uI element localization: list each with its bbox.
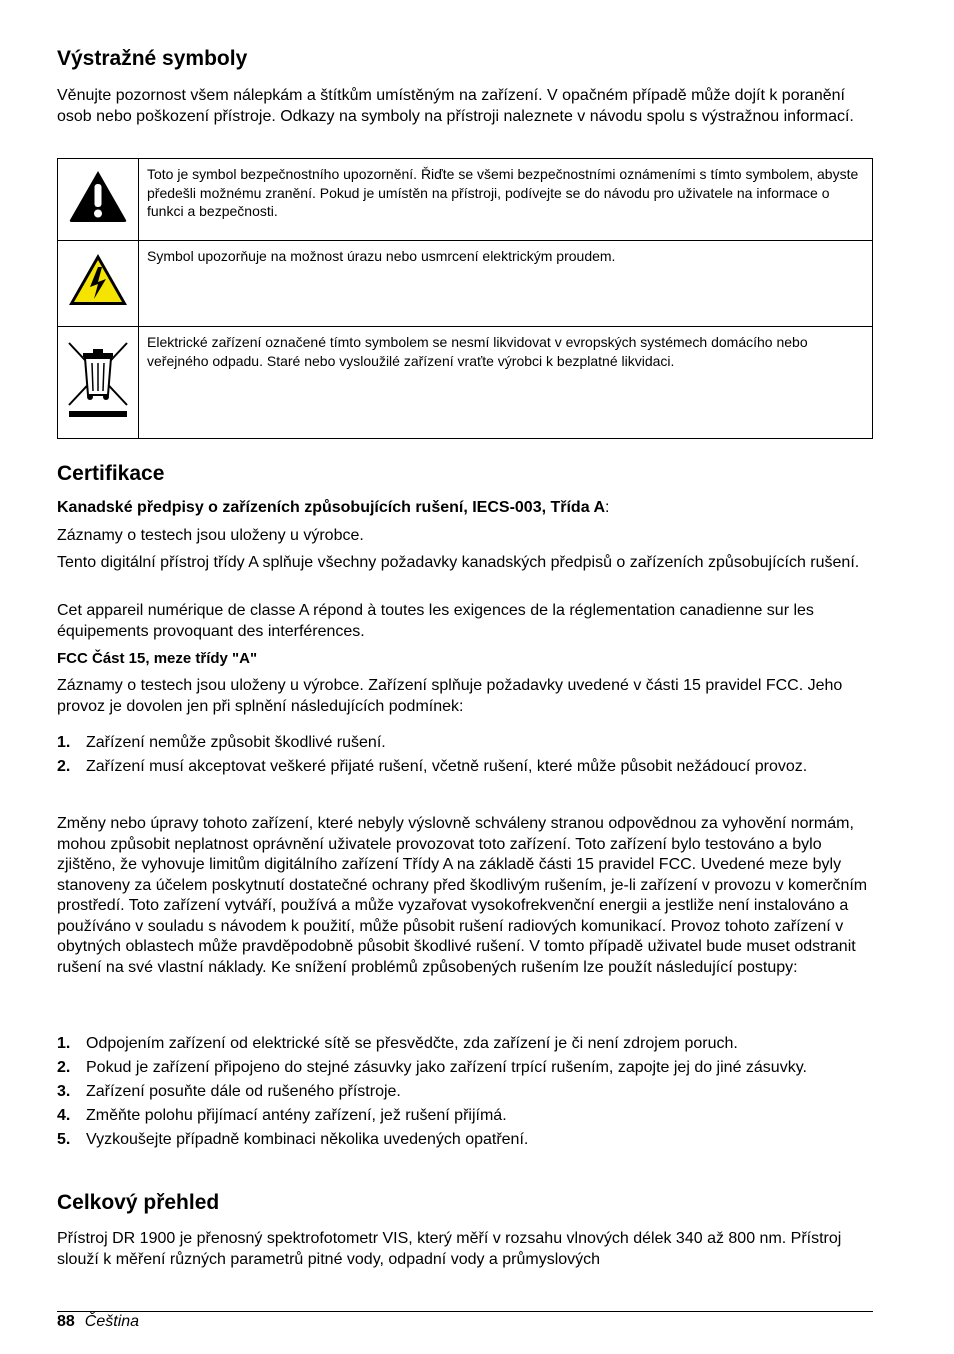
list-item bbox=[57, 1130, 873, 1151]
list-text: Vyzkoušejte případně kombinaci několika uvedených opatření. bbox=[86, 1131, 529, 1148]
footer-divider bbox=[57, 1311, 873, 1312]
overview-paragraph: Přístroj DR 1900 je přenosný spektrofotometr VIS, který měří v rozsahu vlnových délek 340 až 800 nm. Přístroj slouží k měření různých parametrů pitné vody, odpadní vody a průmyslových bbox=[57, 1230, 842, 1268]
list-item bbox=[57, 1082, 873, 1103]
page-number: 88 bbox=[57, 1313, 75, 1330]
canada-title-text: Kanadské předpisy o zařízeních způsobujících rušení, IECS-003, Třída A bbox=[57, 499, 605, 516]
list-text: Zařízení posuňte dále od rušeného přístroje. bbox=[86, 1083, 401, 1100]
fcc-conditions-list bbox=[57, 733, 873, 781]
list-item bbox=[57, 1106, 873, 1127]
list-item bbox=[57, 1058, 873, 1079]
footer-language: Čeština bbox=[84, 1313, 140, 1330]
fcc-modifications-paragraph: Změny nebo úpravy tohoto zařízení, které nebyly výslovně schváleny stranou odpovědnou za vyhovění normám, mohou způsobit neplatnost oprávnění uživatele provozovat toto zařízení. Toto zařízení bylo testováno a bylo zjištěno, že vyhovuje limitům digitálního zařízení Třídy A na základě části 15 pravidel FCC. Uvedené meze byly stanoveny za účelem poskytnutí dostatečné ochrany před škodlivým rušením, je-li zařízení v provozu v komerčním prostředí. Toto zařízení vytváří, používá a může vyzařovat vysokofrekvenční energii a jestliže není instalováno a používáno v souladu s návodem k použití, může působit rušení radiových komunikací. Provoz tohoto zařízení v obytných oblastech může pravděpodobně působit škodlivé rušení. V tomto případě uživatel bude muset odstranit rušení na své vlastní náklady. Ke snížení problémů způsobených rušením lze použít následující postupy: bbox=[57, 815, 868, 976]
list-text: Zařízení musí akceptovat veškeré přijaté rušení, včetně rušení, které může působit nežádoucí provoz. bbox=[86, 758, 808, 775]
list-number: 4. bbox=[57, 1107, 71, 1124]
page-footer bbox=[57, 1312, 139, 1333]
interference-steps-list bbox=[57, 1034, 873, 1154]
canada-title-colon: : bbox=[605, 499, 610, 516]
list-item bbox=[57, 733, 873, 754]
list-text: Pokud je zařízení připojeno do stejné zásuvky jako zařízení trpící rušením, zapojte jej do jiné zásuvky. bbox=[86, 1059, 807, 1076]
list-text: Zařízení nemůže způsobit škodlivé rušení. bbox=[86, 734, 386, 751]
symbol-description: Toto je symbol bezpečnostního upozornění. Řiďte se všemi bezpečnostními oznámeními s tímto symbolem, abyste předešli možnému zranění. Pokud je umístěn na přístroji, podívejte se do návodu pro uživatele na informace o funkci a bezpečnosti. bbox=[139, 159, 873, 241]
list-number: 2. bbox=[57, 758, 71, 775]
canada-regulation-title bbox=[57, 498, 873, 519]
list-text: Odpojením zařízení od elektrické sítě se přesvědčte, zda zařízení je či není zdrojem poruch. bbox=[86, 1035, 738, 1052]
section-heading-certification: Certifikace bbox=[57, 462, 165, 485]
section-heading-overview: Celkový přehled bbox=[57, 1191, 220, 1214]
symbol-row bbox=[58, 241, 873, 327]
fcc-title: FCC Část 15, meze třídy "A" bbox=[57, 650, 258, 667]
symbol-row bbox=[58, 327, 873, 439]
list-item bbox=[57, 1034, 873, 1055]
section-heading-warning-symbols: Výstražné symboly bbox=[57, 47, 248, 70]
list-number: 2. bbox=[57, 1059, 71, 1076]
list-text: Změňte polohu přijímací antény zařízení, jež rušení přijímá. bbox=[86, 1107, 507, 1124]
list-item bbox=[57, 757, 873, 778]
french-compliance-paragraph: Cet appareil numérique de classe A répond à toutes les exigences de la réglementation canadienne sur les équipements provoquant des interférences. bbox=[57, 602, 814, 640]
list-number: 1. bbox=[57, 1035, 71, 1052]
symbol-row bbox=[58, 159, 873, 241]
crossed-out-bin-icon bbox=[58, 327, 139, 439]
symbols-table bbox=[57, 158, 873, 439]
warning-triangle-icon bbox=[58, 159, 139, 241]
fcc-paragraph: Záznamy o testech jsou uloženy u výrobce. Zařízení splňuje požadavky uvedené v části 15 pravidel FCC. Jeho provoz je dovolen jen při splnění následujících podmínek: bbox=[57, 677, 843, 715]
symbol-description: Elektrické zařízení označené tímto symbolem se nesmí likvidovat v evropských systémech domácího nebo veřejného odpadu. Staré nebo vysloužilé zařízení vraťte výrobci k bezplatné likvidaci. bbox=[139, 327, 873, 439]
class-a-compliance-paragraph: Tento digitální přístroj třídy A splňuje všechny požadavky kanadských předpisů o zařízeních způsobujících rušení. bbox=[57, 554, 860, 571]
electrical-hazard-icon bbox=[58, 241, 139, 327]
warning-intro-paragraph: Věnujte pozornost všem nálepkám a štítkům umístěným na zařízení. V opačném případě může dojít k poranění osob nebo poškození přístroje. Odkazy na symboly na přístroji naleznete v návodu spolu s výstražnou informací. bbox=[57, 87, 854, 125]
test-records-paragraph: Záznamy o testech jsou uloženy u výrobce. bbox=[57, 527, 364, 544]
list-number: 1. bbox=[57, 734, 71, 751]
list-number: 3. bbox=[57, 1083, 71, 1100]
list-number: 5. bbox=[57, 1131, 71, 1148]
symbol-description: Symbol upozorňuje na možnost úrazu nebo usmrcení elektrickým proudem. bbox=[139, 241, 873, 327]
